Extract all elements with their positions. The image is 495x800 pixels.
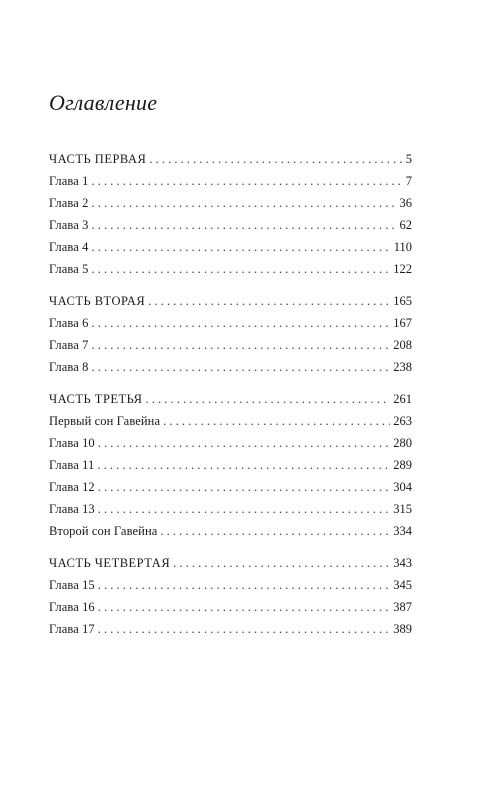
toc-entry-row	[49, 258, 412, 280]
table-of-contents	[49, 148, 412, 650]
toc-page-number: 304	[393, 480, 412, 494]
toc-dot-leader	[91, 170, 402, 192]
toc-entry-label: Глава 13	[49, 502, 95, 516]
toc-page-number: 334	[393, 524, 412, 538]
toc-entry-row	[49, 312, 412, 334]
toc-entry-row	[49, 356, 412, 378]
toc-entry-label: Глава 5	[49, 262, 89, 276]
toc-dot-leader	[91, 312, 390, 334]
toc-dot-leader	[160, 520, 390, 542]
toc-part-row	[49, 388, 412, 410]
toc-entry-label: Глава 7	[49, 338, 89, 352]
toc-entry-row	[49, 214, 412, 236]
toc-dot-leader	[98, 432, 390, 454]
toc-dot-leader	[98, 476, 390, 498]
toc-entry-label: Глава 15	[49, 578, 95, 592]
toc-dot-leader	[146, 388, 391, 410]
toc-page-number: 110	[393, 240, 412, 254]
toc-page-number: 389	[393, 622, 412, 636]
toc-entry-label: Второй сон Гавейна	[49, 524, 158, 538]
toc-dot-leader	[91, 192, 396, 214]
toc-dot-leader	[173, 552, 390, 574]
toc-dot-leader	[98, 596, 390, 618]
toc-entry-label: Глава 4	[49, 240, 89, 254]
toc-dot-leader	[91, 258, 390, 280]
toc-page-number: 261	[393, 392, 412, 406]
toc-entry-label: Глава 10	[49, 436, 95, 450]
toc-dot-leader	[91, 214, 396, 236]
toc-entry-label: Глава 1	[49, 174, 89, 188]
toc-dot-leader	[91, 334, 390, 356]
toc-page-number: 280	[393, 436, 412, 450]
page-title: Оглавление	[49, 90, 158, 115]
toc-page-number: 122	[393, 262, 412, 276]
toc-part-row	[49, 290, 412, 312]
toc-entry-row	[49, 432, 412, 454]
toc-entry-label: Первый сон Гавейна	[49, 414, 161, 428]
toc-part-row	[49, 148, 412, 170]
toc-dot-leader	[149, 148, 402, 170]
toc-page-number: 165	[393, 294, 412, 308]
toc-entry-label: Глава 3	[49, 218, 89, 232]
toc-page-number: 387	[393, 600, 412, 614]
toc-page-number: 345	[393, 578, 412, 592]
toc-page-number: 343	[393, 556, 412, 570]
toc-dot-leader	[91, 236, 390, 258]
toc-dot-leader	[163, 410, 390, 432]
toc-entry-label: Глава 8	[49, 360, 89, 374]
toc-entry-label: Глава 16	[49, 600, 95, 614]
toc-entry-row	[49, 596, 412, 618]
toc-page-number: 167	[393, 316, 412, 330]
toc-dot-leader	[91, 356, 390, 378]
toc-entry-row	[49, 618, 412, 640]
toc-entry-row	[49, 520, 412, 542]
toc-entry-row	[49, 236, 412, 258]
toc-part-label: ЧАСТЬ ТРЕТЬЯ	[49, 392, 143, 406]
toc-page-number: 7	[405, 174, 412, 188]
toc-section-part-4	[49, 552, 412, 640]
toc-entry-row	[49, 410, 412, 432]
toc-dot-leader	[98, 618, 390, 640]
toc-section-part-2	[49, 290, 412, 378]
toc-part-label: ЧАСТЬ ЧЕТВЕРТАЯ	[49, 556, 171, 570]
toc-entry-row	[49, 192, 412, 214]
toc-part-row	[49, 552, 412, 574]
toc-entry-label: Глава 11	[49, 458, 95, 472]
toc-entry-label: Глава 12	[49, 480, 95, 494]
toc-page-number: 5	[405, 152, 412, 166]
toc-part-label: ЧАСТЬ ПЕРВАЯ	[49, 152, 147, 166]
toc-dot-leader	[148, 290, 390, 312]
toc-entry-label: Глава 6	[49, 316, 89, 330]
toc-entry-label: Глава 2	[49, 196, 89, 210]
toc-page-number: 263	[393, 414, 412, 428]
toc-page-number: 208	[393, 338, 412, 352]
toc-dot-leader	[97, 454, 390, 476]
toc-section-part-3	[49, 388, 412, 542]
toc-part-label: ЧАСТЬ ВТОРАЯ	[49, 294, 146, 308]
toc-page-number: 238	[393, 360, 412, 374]
toc-entry-row	[49, 454, 412, 476]
toc-page-number: 62	[399, 218, 412, 232]
toc-section-part-1	[49, 148, 412, 280]
toc-page-number: 36	[399, 196, 412, 210]
toc-entry-row	[49, 334, 412, 356]
toc-entry-row	[49, 574, 412, 596]
toc-entry-label: Глава 17	[49, 622, 95, 636]
toc-entry-row	[49, 170, 412, 192]
toc-page-number: 315	[393, 502, 412, 516]
toc-dot-leader	[98, 498, 390, 520]
toc-entry-row	[49, 498, 412, 520]
toc-page-number: 289	[393, 458, 412, 472]
toc-dot-leader	[98, 574, 390, 596]
toc-entry-row	[49, 476, 412, 498]
